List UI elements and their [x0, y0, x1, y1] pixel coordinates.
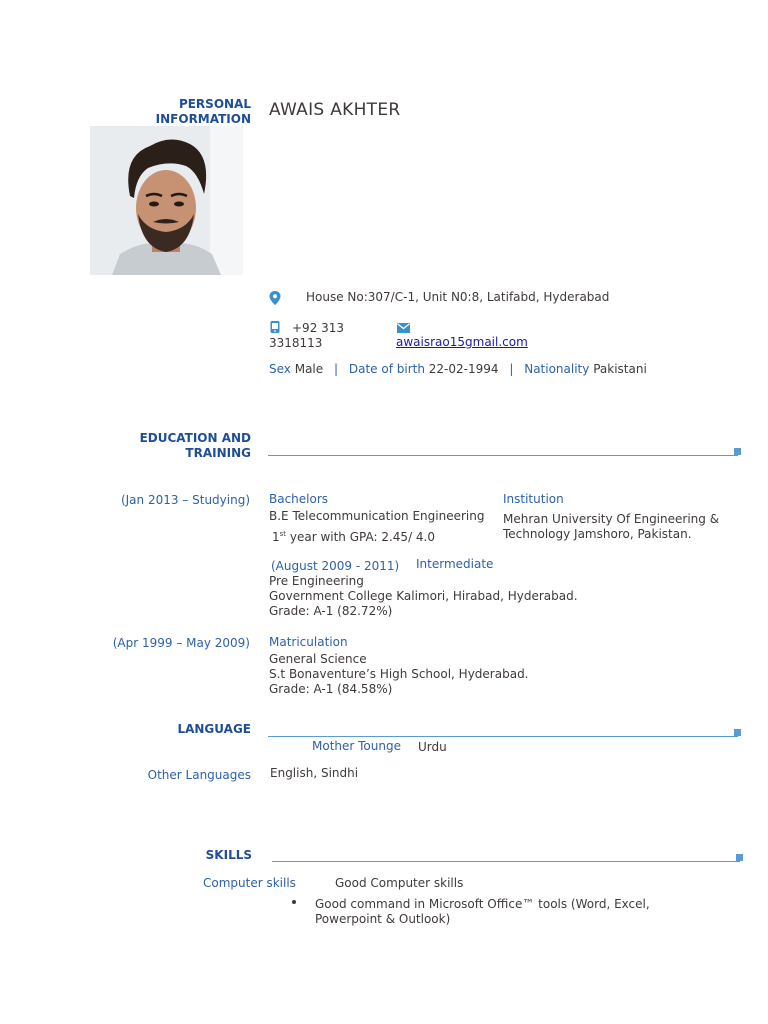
education-divider-marker — [734, 448, 741, 455]
intermediate-title: Intermediate — [416, 557, 494, 571]
other-languages-value: English, Sindhi — [270, 766, 359, 780]
intermediate-line1: Pre Engineering — [269, 574, 364, 588]
matric-line2: S.t Bonaventure’s High School, Hyderabad. — [269, 667, 529, 681]
intermediate-date: (August 2009 - 2011) — [271, 559, 400, 573]
institution-label: Institution — [503, 492, 564, 506]
profile-photo-image — [90, 126, 243, 275]
language-heading: LANGUAGE — [177, 722, 251, 736]
year-suffix: st — [279, 530, 287, 538]
dob-value: 22-02-1994 — [428, 362, 499, 376]
bullet-dot — [292, 900, 296, 904]
computer-skills-value: Good Computer skills — [335, 876, 464, 890]
mobile-phone-icon — [270, 321, 280, 336]
address-text: House No:307/C-1, Unit N0:8, Latifabd, Hyderabad — [306, 290, 610, 304]
gpa-text: year with GPA: 2.45/ 4.0 — [286, 530, 436, 544]
mother-tongue-value: Urdu — [418, 740, 447, 754]
language-divider — [268, 736, 738, 737]
matric-date: (Apr 1999 – May 2009) — [112, 636, 250, 650]
bachelors-date: (Jan 2013 – Studying) — [120, 493, 250, 507]
intermediate-line2: Government College Kalimori, Hirabad, Hyderabad. — [269, 589, 578, 603]
education-heading: EDUCATION AND TRAINING — [139, 431, 251, 460]
bachelors-degree: B.E Telecommunication Engineering — [269, 509, 485, 523]
sex-label: Sex — [269, 362, 291, 376]
matric-line3: Grade: A-1 (84.58%) — [269, 682, 393, 696]
dob-label: Date of birth — [348, 362, 425, 376]
skills-heading: SKILLS — [205, 848, 252, 862]
mother-tongue-label: Mother Tounge — [312, 739, 401, 753]
separator: | — [509, 362, 514, 376]
nationality-value: Pakistani — [593, 362, 647, 376]
envelope-icon — [397, 322, 410, 336]
computer-skills-label: Computer skills — [203, 876, 296, 890]
phone-number-part1: +92 313 — [292, 321, 345, 335]
other-languages-label: Other Languages — [147, 768, 251, 782]
skills-divider — [272, 861, 740, 862]
separator: | — [333, 362, 339, 376]
language-divider-marker — [734, 729, 741, 736]
matric-title: Matriculation — [269, 635, 348, 649]
skill-bullet-line2: Powerpoint & Outlook) — [315, 912, 451, 926]
email-link[interactable]: awaisrao15gmail.com — [396, 335, 528, 349]
intermediate-line3: Grade: A-1 (82.72%) — [269, 604, 393, 618]
skills-divider-marker — [736, 854, 743, 861]
institution-line2: Technology Jamshoro, Pakistan. — [503, 527, 692, 541]
skill-bullet-line1: Good command in Microsoft Office™ tools (Word, Excel, — [315, 897, 650, 911]
matric-line1: General Science — [269, 652, 367, 666]
phone-number-part2: 3318113 — [269, 336, 323, 350]
sex-value: Male — [294, 362, 324, 376]
bachelors-title: Bachelors — [269, 492, 329, 506]
year-number: 1 — [272, 530, 280, 544]
institution-line1: Mehran University Of Engineering & — [503, 512, 720, 526]
candidate-name: AWAIS AKHTER — [269, 100, 401, 120]
personal-details-line — [269, 362, 647, 377]
profile-photo — [90, 126, 243, 275]
personal-information-heading: PERSONAL INFORMATION — [155, 97, 251, 126]
bachelors-gpa — [272, 527, 435, 545]
map-pin-icon — [269, 291, 281, 308]
education-divider — [268, 455, 738, 456]
nationality-label: Nationality — [524, 362, 590, 376]
